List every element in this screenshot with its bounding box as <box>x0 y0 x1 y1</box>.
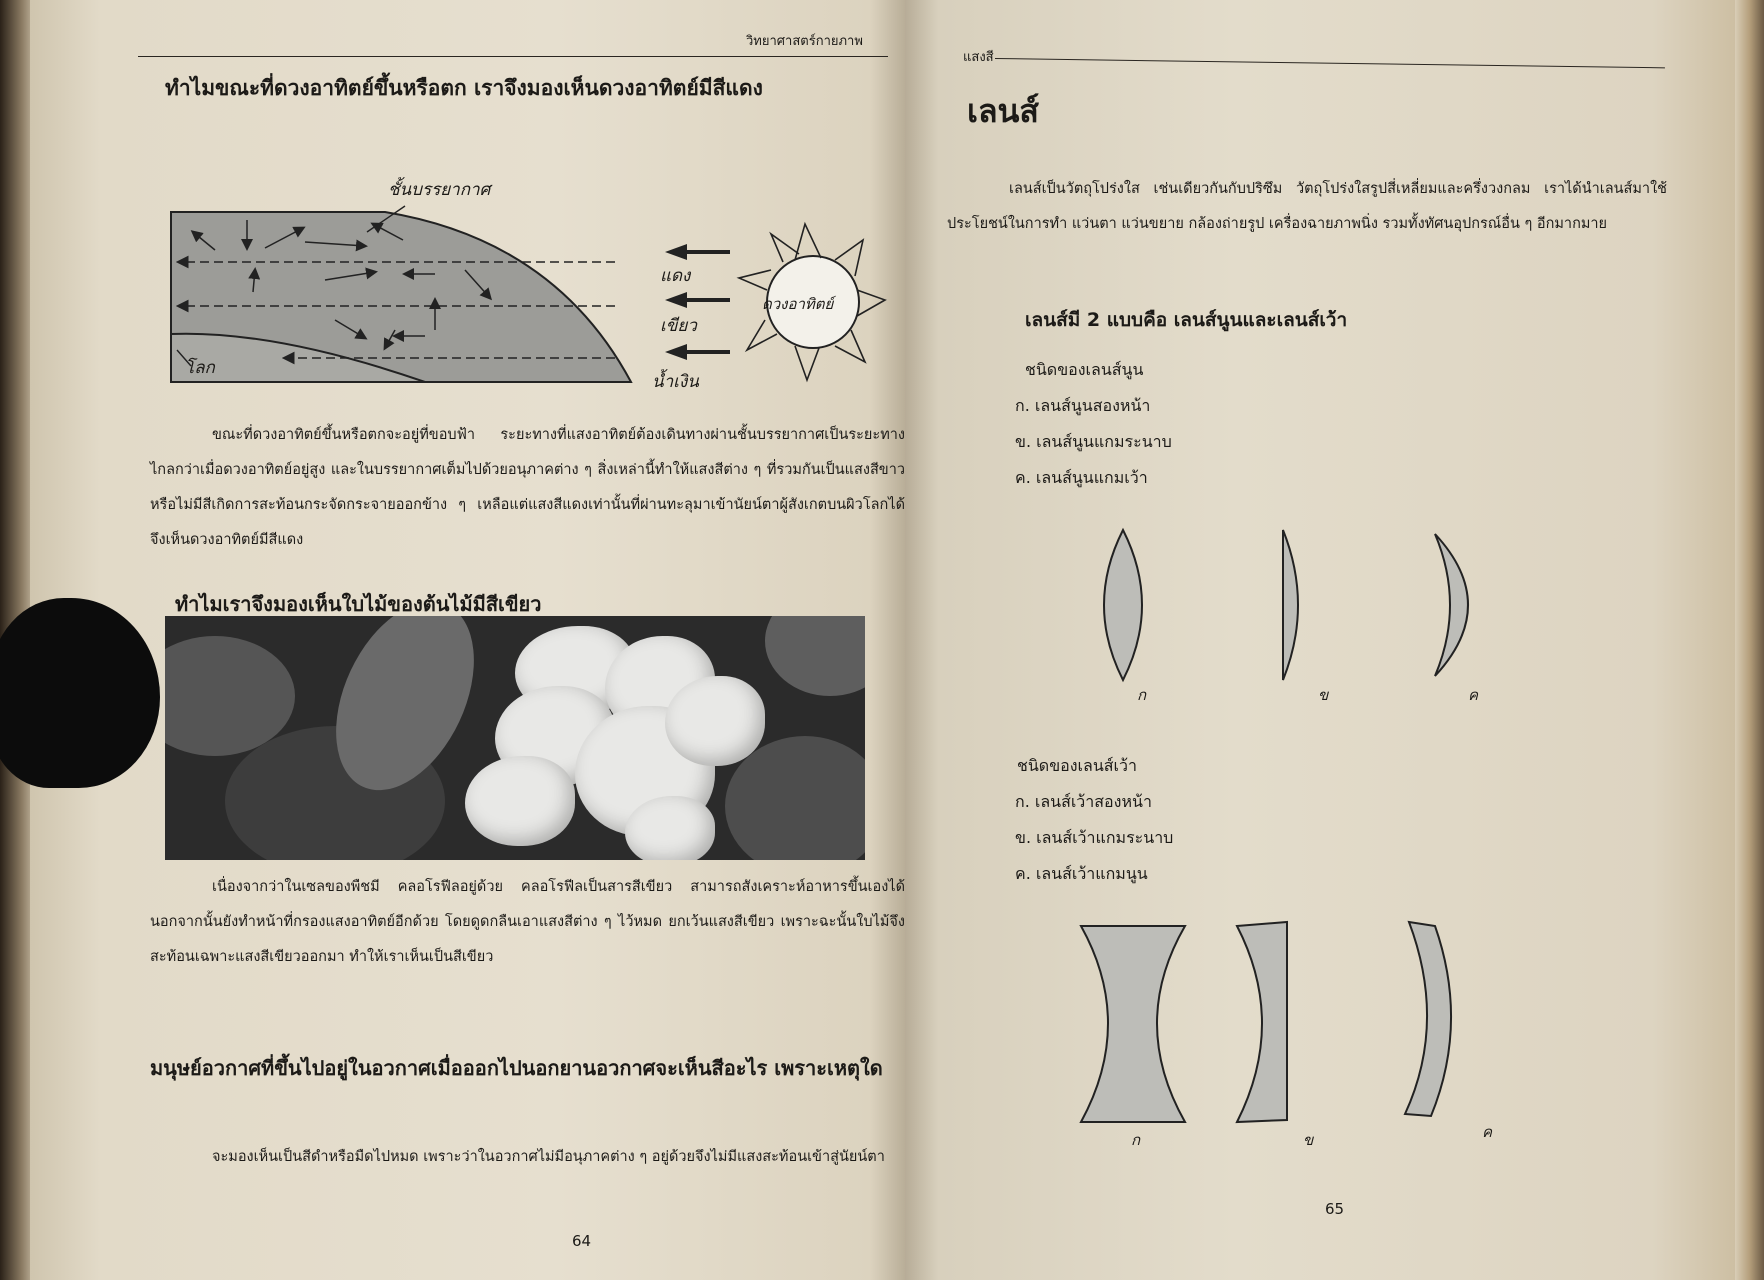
concave-item-1: ก. เลนส์เว้าสองหน้า <box>1015 792 1152 811</box>
sunset-diagram <box>135 180 905 400</box>
convex-item-2: ข. เลนส์นูนแกมระนาบ <box>1015 432 1172 451</box>
plant-photo <box>165 616 865 860</box>
biconvex-lens <box>1104 530 1142 680</box>
page-number-64: 64 <box>572 1232 592 1250</box>
plano-convex-lens <box>1283 530 1298 680</box>
convex-lens-diagram <box>1065 520 1485 690</box>
concave-title: ชนิดของเลนส์เว้า <box>1017 756 1137 775</box>
concave-item-3: ค. เลนส์เว้าแกมนูน <box>1015 864 1148 883</box>
convex-label-1: ก <box>1137 686 1147 704</box>
concave-label-1: ก <box>1131 1131 1141 1149</box>
heading-green-leaves: ทำไมเราจึงมองเห็นใบไม้ของต้นไม้มีสีเขียว <box>175 592 542 616</box>
right-page <box>905 0 1735 1280</box>
biconcave-lens <box>1081 926 1185 1122</box>
convexo-concave-lens <box>1405 922 1451 1116</box>
header-rule <box>138 56 888 57</box>
convex-label-3: ค <box>1468 686 1479 704</box>
concave-lens-diagram <box>1075 918 1475 1128</box>
header-rule-right <box>995 58 1665 68</box>
heading-space: มนุษย์อวกาศที่ขึ้นไปอยู่ในอวกาศเมื่อออกไปนอกยานอวกาศจะเห็นสีอะไร เพราะเหตุใด <box>150 1056 883 1080</box>
sunset-paragraph: ขณะที่ดวงอาทิตย์ขึ้นหรือตกจะอยู่ที่ขอบฟ้า ระยะทางที่แสงอาทิตย์ต้องเดินทางผ่านชั้นบรรยากาศเป็นระยะทางไกลกว่าเมื่อดวงอาทิตย์อยู่สูง และในบรรยากาศเต็มไปด้วยอนุภาคต่าง ๆ สิ่งเหล่านี้ทำให้แสงสีต่าง ๆ ที่รวมกันเป็นแสงสีขาวหรือไม่มีสีเกิดการสะท้อนกระจัดกระจายออกข้าง ๆ เหลือแต่แสงสีแดงเท่านั้นที่ผ่านทะลุมาเข้านัยน์ตาผู้สังเกตบนผิวโลกได้ จึงเห็นดวงอาทิตย์มีสีแดง <box>150 427 905 548</box>
running-header-right: แสงสี <box>963 50 994 65</box>
page-number-65: 65 <box>1325 1200 1345 1218</box>
earth-label: โลก <box>185 358 215 378</box>
blue-ray-label: น้ำเงิน <box>652 372 699 392</box>
plano-concave-lens <box>1237 922 1287 1122</box>
concave-label-3: ค <box>1482 1123 1493 1141</box>
page-title-lens: เลนส์ <box>967 92 1039 130</box>
concavo-convex-lens <box>1435 534 1468 676</box>
concave-label-2: ข <box>1303 1131 1314 1149</box>
lens-intro-paragraph: เลนส์เป็นวัตถุโปร่งใส เช่นเดียวกันกับปริซึม วัตถุโปร่งใสรูปสี่เหลี่ยมและครึ่งวงกลม เราได้นำเลนส์มาใช้ประโยชน์ในการทำ แว่นตา แว่นขยาย กล้องถ่ายรูป เครื่องฉายภาพนิ่ง รวมทั้งทัศนอุปกรณ์อื่น ๆ อีกมากมาย <box>947 181 1667 232</box>
running-header: วิทยาศาสตร์กายภาพ <box>746 34 863 49</box>
lens-types-subheading: เลนส์มี 2 แบบคือ เลนส์นูนและเลนส์เว้า <box>1025 309 1348 331</box>
green-leaves-paragraph: เนื่องจากว่าในเซลของพืชมี คลอโรฟีลอยู่ด้วย คลอโรฟีลเป็นสารสีเขียว สามารถสังเคราะห์อาหารขึ้นเองได้ นอกจากนั้นยังทำหน้าที่กรองแสงอาทิตย์อีกด้วย โดยดูดกลืนเอาแสงสีต่าง ๆ ไว้หมด ยกเว้นแสงสีเขียว เพราะฉะนั้นใบไม้จึงสะท้อนเฉพาะแสงสีเขียวออกมา ทำให้เราเห็นเป็นสีเขียว <box>150 879 905 965</box>
convex-item-3: ค. เลนส์นูนแกมเว้า <box>1015 468 1148 487</box>
left-page <box>30 0 905 1280</box>
heading-sunset: ทำไมขณะที่ดวงอาทิตย์ขึ้นหรือตก เราจึงมองเห็นดวงอาทิตย์มีสีแดง <box>165 76 763 100</box>
concave-item-2: ข. เลนส์เว้าแกมระนาบ <box>1015 828 1174 847</box>
convex-title: ชนิดของเลนส์นูน <box>1025 360 1144 379</box>
convex-item-1: ก. เลนส์นูนสองหน้า <box>1015 396 1151 415</box>
space-paragraph: จะมองเห็นเป็นสีดำหรือมืดไปหมด เพราะว่าในอวกาศไม่มีอนุภาคต่าง ๆ อยู่ด้วยจึงไม่มีแสงสะท้อนเข้าสู่นัยน์ตา <box>212 1149 885 1165</box>
atmosphere-label: ชั้นบรรยากาศ <box>388 180 491 200</box>
red-ray-label: แดง <box>660 266 691 286</box>
sun-label: ดวงอาทิตย์ <box>762 295 834 313</box>
book-edge-right <box>1735 0 1764 1280</box>
convex-label-2: ข <box>1318 686 1329 704</box>
green-ray-label: เขียว <box>660 316 697 336</box>
